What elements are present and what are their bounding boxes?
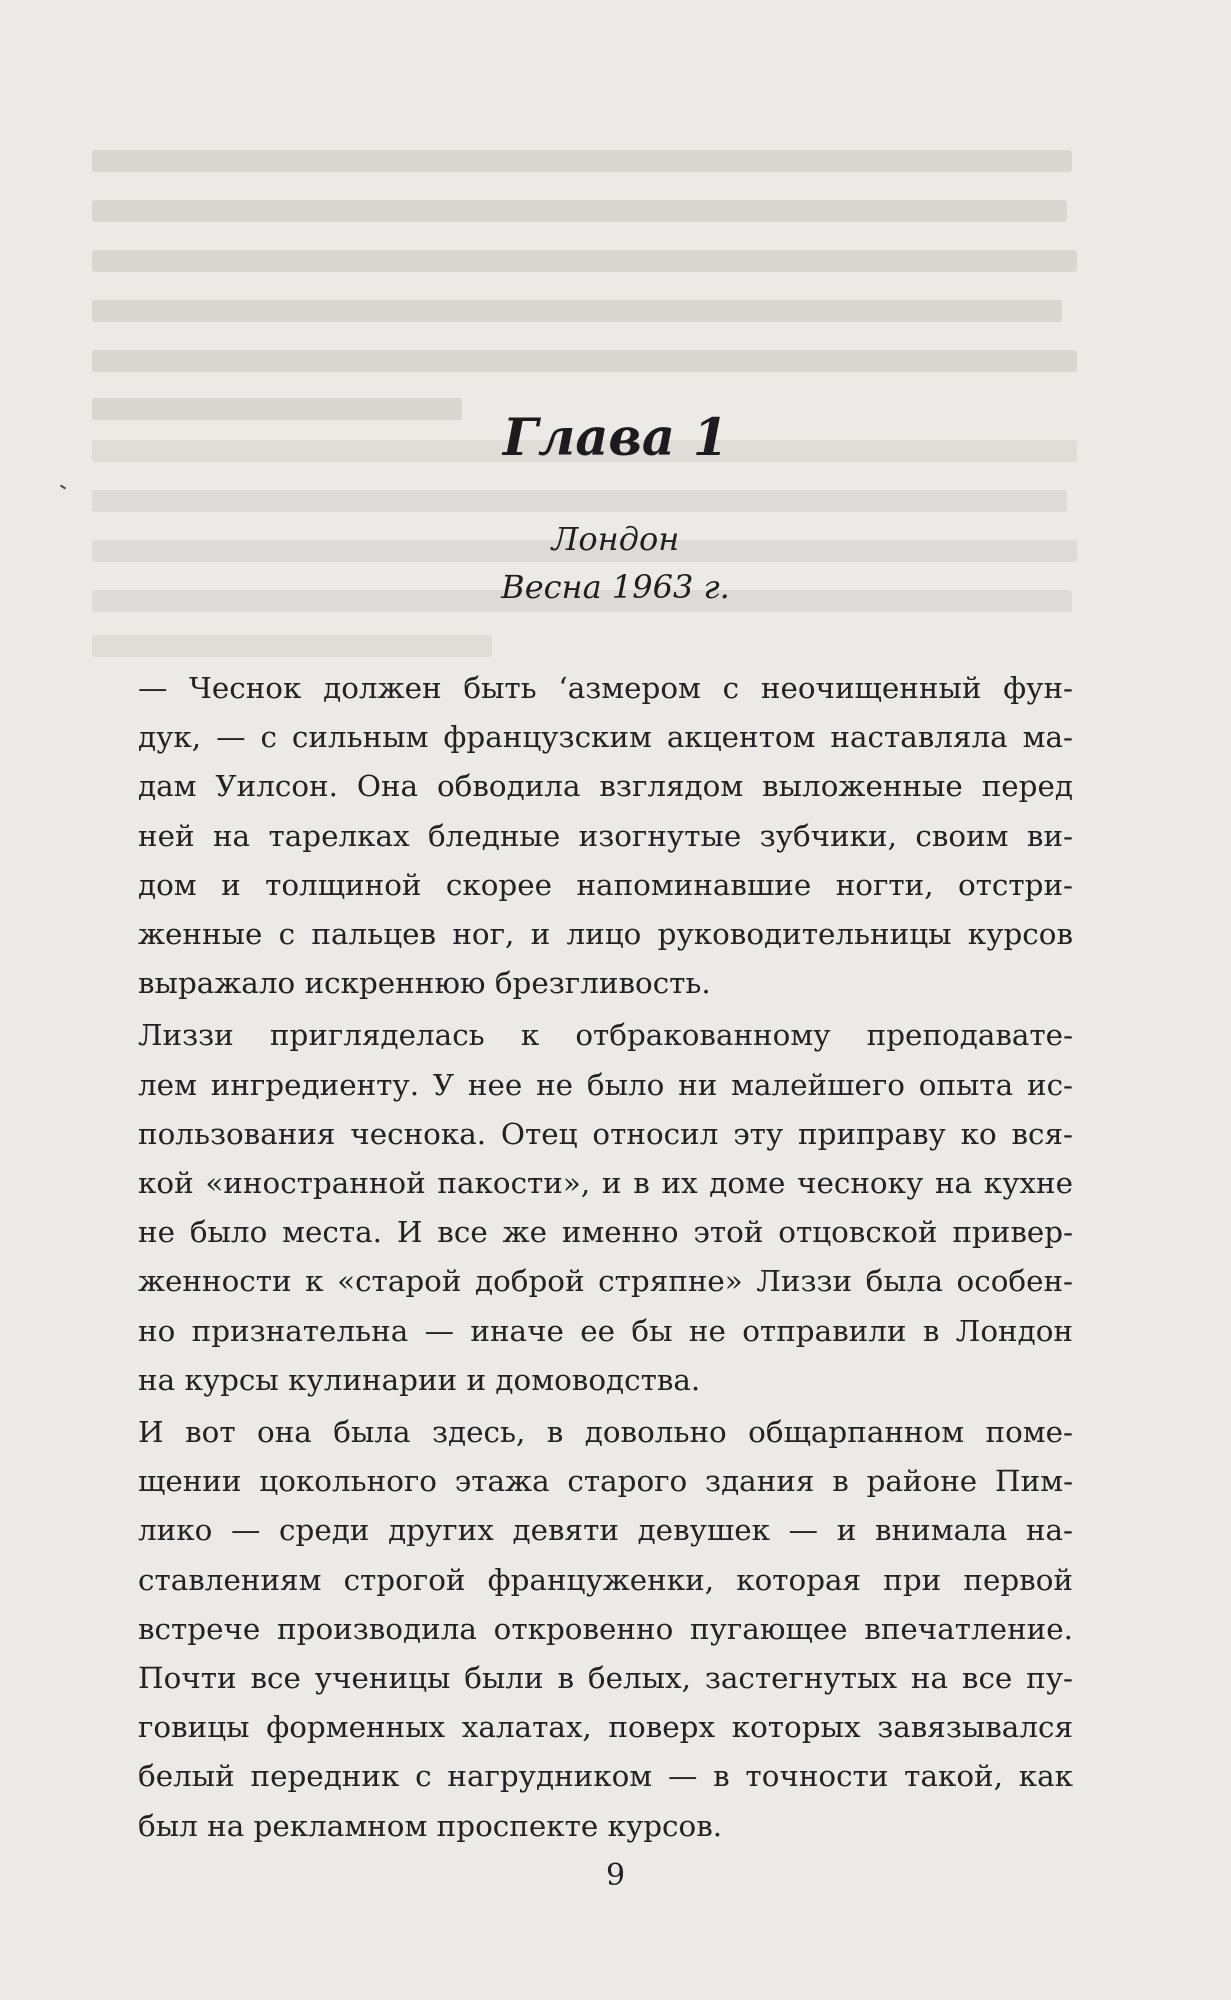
stray-ink-mark: [60, 484, 66, 489]
text-line: но признательна — иначе ее бы не отправили в Лондон: [138, 1313, 1073, 1348]
text-line: — Чеснок должен быть ‘азмером с неочищенный фун-: [138, 671, 1073, 705]
paragraph-2: [88, 1011, 1073, 1405]
text-line: ставлениям строгой француженки, которая при первой: [138, 1562, 1073, 1597]
chapter-place: Лондон: [551, 520, 680, 558]
text-line: Почти все ученицы были в белых, застегнутых на все пу-: [138, 1661, 1073, 1696]
text-line: лико — среди других девяти девушек — и внимала на-: [138, 1513, 1073, 1548]
text-line: выражало искреннюю брезгливость.: [138, 966, 711, 1001]
paragraph-3: [88, 1408, 1073, 1851]
text-line: Лиззи пригляделась к отбракованному преподавате-: [138, 1018, 1073, 1053]
chapter-body: [88, 664, 1073, 1854]
text-line: пользования чеснока. Отец относил эту приправу ко вся-: [138, 1116, 1073, 1151]
text-line: женности к «старой доброй стряпне» Лиззи была особен-: [138, 1264, 1073, 1299]
text-line: встрече производила откровенно пугающее впечатление.: [138, 1611, 1073, 1646]
text-line: И вот она была здесь, в довольно общарпанном поме-: [138, 1415, 1073, 1450]
text-line: женные с пальцев ног, и лицо руководительницы курсов: [138, 917, 1073, 952]
text-line: был на рекламном проспекте курсов.: [138, 1808, 723, 1843]
text-line: ней на тарелках бледные изогнутые зубчики, своим ви-: [138, 818, 1073, 853]
text-line: дом и толщиной скорее напоминавшие ногти, отстри-: [138, 867, 1073, 902]
text-line: дам Уилсон. Она обводила взглядом выложенные перед: [138, 769, 1073, 804]
chapter-title: Глава 1: [502, 408, 729, 468]
paragraph-1: [88, 664, 1073, 1008]
text-line: щении цокольного этажа старого здания в районе Пим-: [138, 1464, 1073, 1499]
text-line: лем ингредиенту. У нее не было ни малейшего опыта ис-: [138, 1067, 1073, 1102]
text-line: не было места. И все же именно этой отцовской привер-: [138, 1215, 1073, 1250]
text-line: белый передник с нагрудником — в точности такой, как: [138, 1759, 1073, 1794]
text-line: на курсы кулинарии и домоводства.: [138, 1362, 701, 1397]
chapter-date: Весна 1963 г.: [501, 568, 730, 606]
text-line: говицы форменных халатах, поверх которых завязывался: [138, 1710, 1073, 1745]
text-line: кой «иностранной пакости», и в их доме чесноку на кухне: [138, 1166, 1073, 1201]
text-line: дук, — с сильным французским акцентом наставляла ма-: [138, 720, 1073, 755]
page-number: 9: [605, 1858, 626, 1893]
